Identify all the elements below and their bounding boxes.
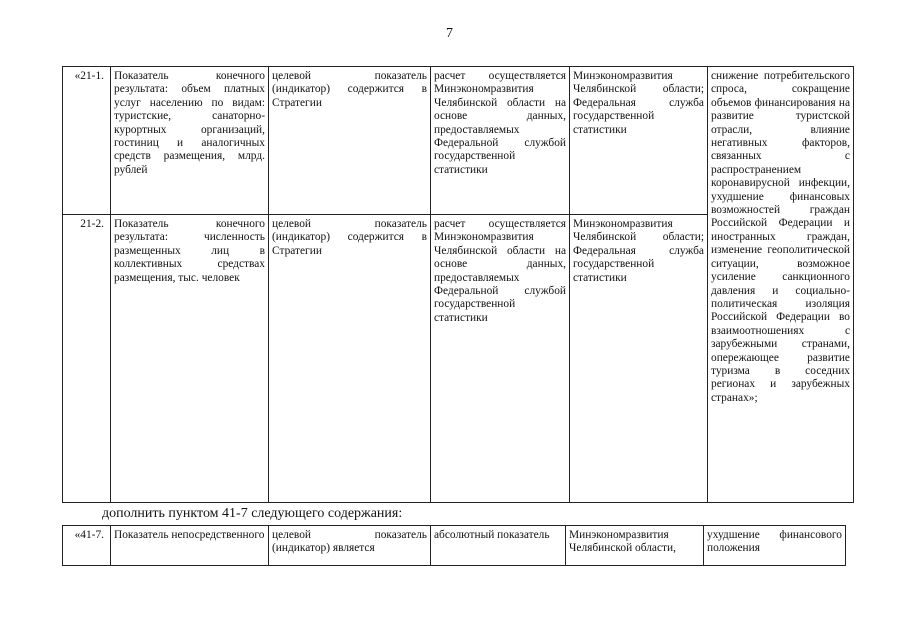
data-source-cell: Минэкономразвития Челябинской области; Федеральная служба государственной статистики: [570, 215, 708, 503]
page-number: 7: [446, 26, 453, 41]
calculation-method-cell: расчет осуществляется Минэкономразвития Челябинской области на основе данных, предоставляемых Федеральной службой государственной статистики: [431, 67, 570, 215]
indicator-type-cell: целевой показатель (индикатор) содержится в Стратегии: [269, 215, 431, 503]
amendment-note: дополнить пунктом 41-7 следующего содержания:: [102, 506, 403, 521]
data-source-cell: Минэкономразвития Челябинской области; Федеральная служба государственной статистики: [570, 67, 708, 215]
row-number: «41-7.: [63, 526, 111, 566]
indicator-type-cell: целевой показатель (индикатор) содержится в Стратегии: [269, 67, 431, 215]
table-row: [63, 526, 846, 566]
data-source-cell: Минэкономразвития Челябинской области,: [566, 526, 704, 566]
indicator-cell: Показатель конечного результата: численность размещенных лиц в коллективных средствах размещения, тыс. человек: [111, 215, 269, 503]
risk-factors-cell: снижение потребительского спроса, сокращение объемов финансирования на развитие туристской отрасли, влияние негативных факторов, связанных с распространением коронавирусной инфекции, ухудшение финансовых возможностей граждан Российской Федерации и иностранных граждан, изменение геополитической ситуации, возможное усиление санкционного давления и социально-политическая изоляция Российской Федерации во взаимоотношениях с зарубежными странами, опережающее развитие туризма в соседних регионах и зарубежных странах»;: [708, 67, 854, 503]
row-number: «21-1.: [63, 67, 111, 215]
indicators-table-41-7: [62, 525, 846, 566]
indicator-cell: Показатель непосредственного: [111, 526, 269, 566]
calculation-method-cell: расчет осуществляется Минэкономразвития Челябинской области на основе данных, предоставляемых Федеральной службой государственной статистики: [431, 215, 570, 503]
table-row: [63, 67, 854, 215]
indicators-table: [62, 66, 854, 503]
indicator-type-cell: целевой показатель (индикатор) является: [269, 526, 431, 566]
row-number: 21-2.: [63, 215, 111, 503]
indicator-cell: Показатель конечного результата: объем платных услуг населению по видам: туристские, санаторно-курортных организаций, гостиниц и аналогичных средств размещения, млрд. рублей: [111, 67, 269, 215]
calculation-method-cell: абсолютный показатель: [431, 526, 566, 566]
risk-factors-cell: ухудшение финансового положения: [704, 526, 846, 566]
